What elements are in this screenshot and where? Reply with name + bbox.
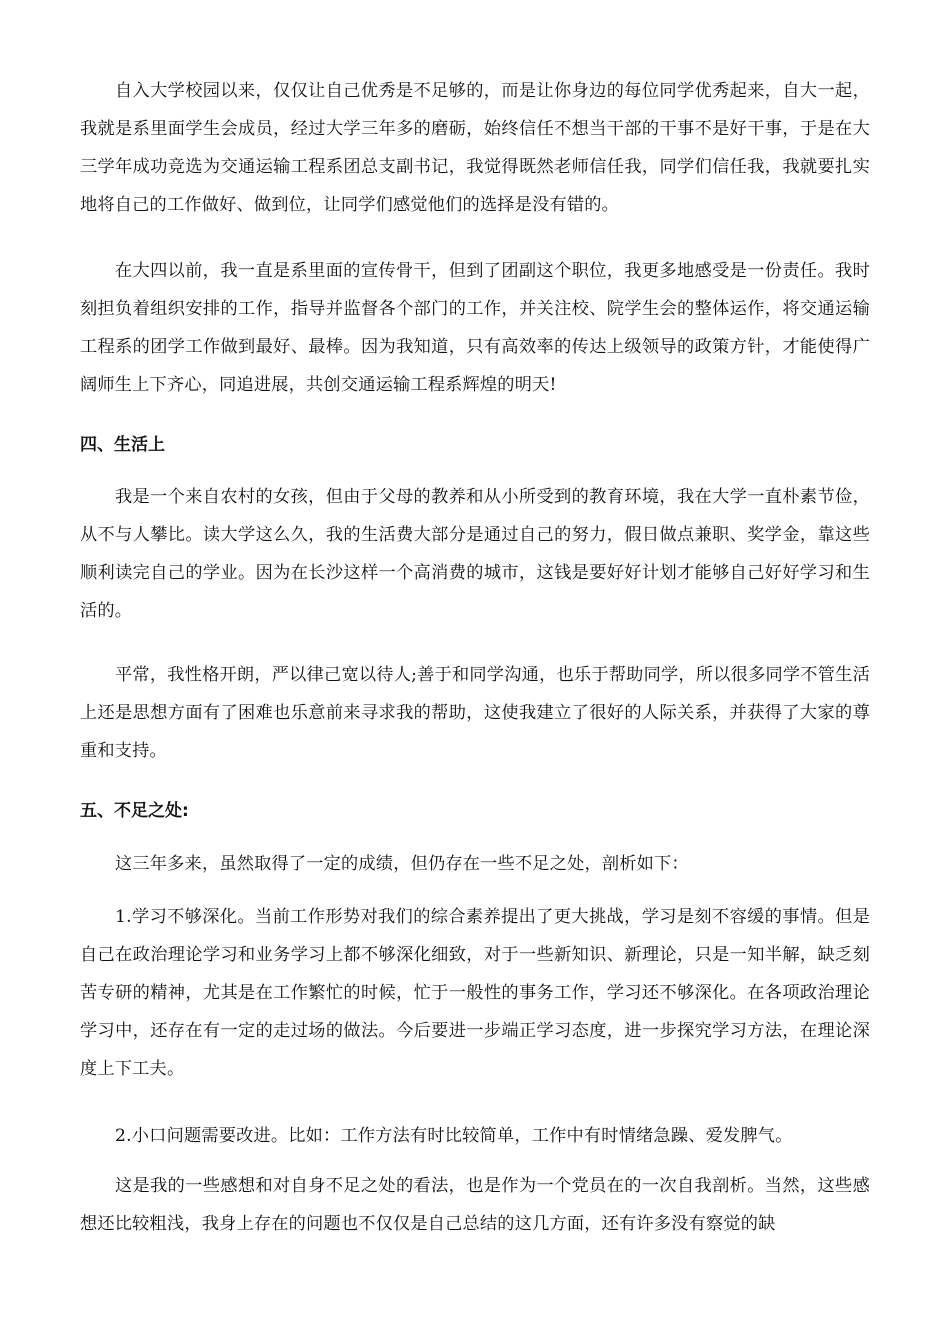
paragraph-campus-life: 自入大学校园以来，仅仅让自己优秀是不足够的，而是让你身边的每位同学优秀起来，自大一起，我就是系里面学生会成员，经过大学三年多的磨砺，始终信任不想当干部的干事不是好干事，于是在大三学年成功竞选为交通运输工程系团总支副书记，我觉得既然老师信任我，同学们信任我，我就要扎实地将自己的工作做好、做到位，让同学们感觉他们的选择是没有错的。 (80, 81, 870, 215)
paragraph-personality: 平常，我性格开朗，严以律己宽以待人;善于和同学沟通，也乐于帮助同学，所以很多同学不管生活上还是思想方面有了困难也乐意前来寻求我的帮助，这使我建立了很好的人际关系，并获得了大家的尊重和支持。 (80, 665, 870, 761)
section-heading-shortcomings: 五、不足之处: (80, 801, 189, 821)
paragraph-shortcoming-minor-issues: 2.小口问题需要改进。比如：工作方法有时比较简单，工作中有时情绪急躁、爱发脾气。 (115, 1126, 793, 1146)
paragraph-responsibility: 在大四以前，我一直是系里面的宣传骨干，但到了团副这个职位，我更多地感受是一份责任。我时刻担负着组织安排的工作，指导并监督各个部门的工作，并关注校、院学生会的整体运作，将交通运输工程系的团学工作做到最好、最棒。因为我知道，只有高效率的传达上级领导的政策方针，才能使得广阔师生上下齐心，同追进展，共创交通运输工程系辉煌的明天! (80, 261, 870, 395)
paragraph-shortcomings-intro: 这三年多来，虽然取得了一定的成绩，但仍存在一些不足之处，剖析如下： (115, 854, 689, 874)
paragraph-self-analysis: 这是我的一些感想和对自身不足之处的看法，也是作为一个党员在的一次自我剖析。当然，这些感想还比较粗浅，我身上存在的问题也不仅仅是自己总结的这几方面，还有许多没有察觉的缺 (80, 1176, 870, 1234)
paragraph-background: 我是一个来自农村的女孩，但由于父母的教养和从小所受到的教育环境，我在大学一直朴素节俭，从不与人攀比。读大学这么久，我的生活费大部分是通过自己的努力，假日做点兼职、奖学金，靠这些顺利读完自己的学业。因为在长沙这样一个高消费的城市，这钱是要好好计划才能够自己好好学习和生活的。 (80, 487, 870, 621)
paragraph-shortcoming-study: 1.学习不够深化。当前工作形势对我们的综合素养提出了更大挑战，学习是刻不容缓的事情。但是自己在政治理论学习和业务学习上都不够深化细致，对于一些新知识、新理论，只是一知半解，缺乏刻苦专研的精神，尤其是在工作繁忙的时候，忙于一般性的事务工作，学习还不够深化。在各项政治理论学习中，还存在有一定的走过场的做法。今后要进一步端正学习态度，进一步探究学习方法，在理论深度上下工夫。 (80, 907, 870, 1079)
section-heading-life: 四、生活上 (80, 435, 165, 455)
